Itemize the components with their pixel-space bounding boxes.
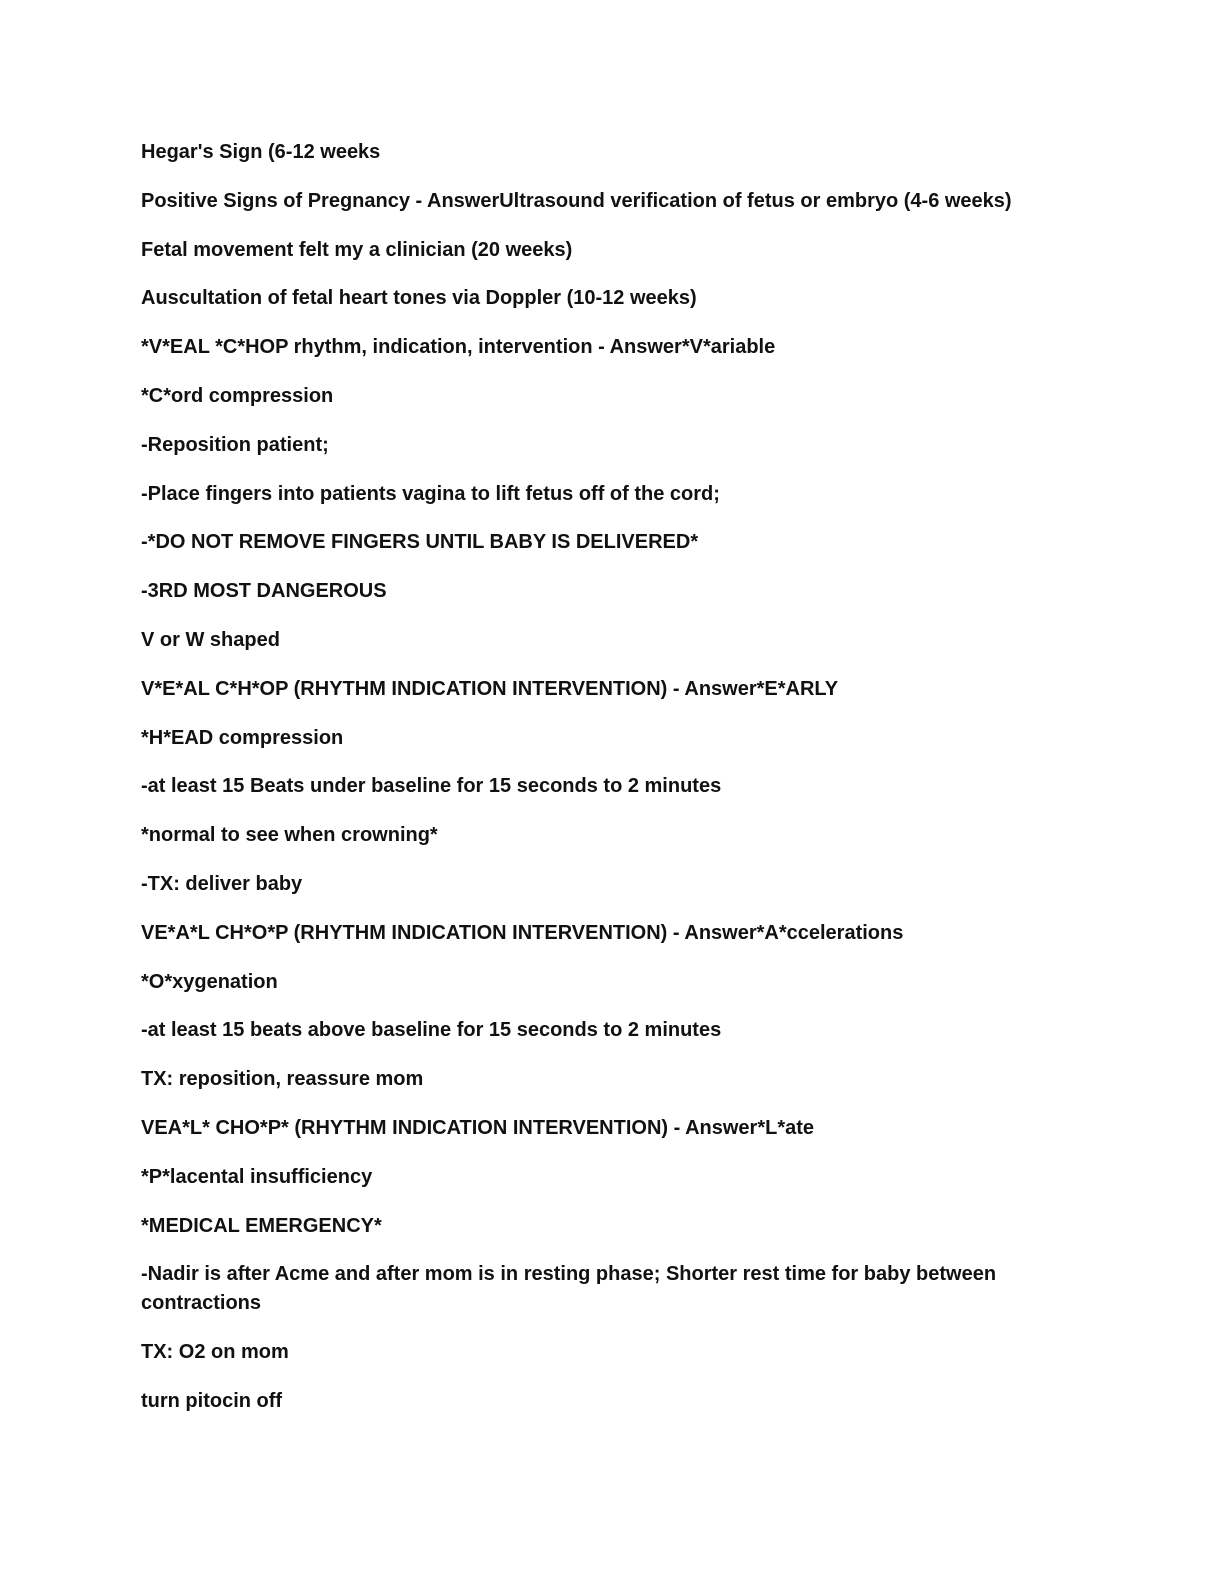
paragraph-normal-crowning: *normal to see when crowning* [141,824,438,847]
paragraph-hegars-sign: Hegar's Sign (6-12 weeks [141,141,381,163]
paragraph-accelerations-heading: VE*A*L CH*O*P (RHYTHM INDICATION INTERVENTION) - Answer*A*ccelerations [141,921,904,944]
paragraph-v-or-w-shaped: V or W shaped [141,628,280,651]
paragraph-late-heading: VEA*L* CHO*P* (RHYTHM INDICATION INTERVENTION) - Answer*L*ate [141,1116,815,1139]
paragraph-head-compression: *H*EAD compression [141,726,344,749]
document-body [141,138,1041,1436]
paragraph-do-not-remove: -*DO NOT REMOVE FINGERS UNTIL BABY IS DELIVERED* [141,531,699,554]
paragraph-cord-compression: *C*ord compression [141,384,334,407]
paragraph-reposition: -Reposition patient; [141,433,329,456]
paragraph-tx-o2: TX: O2 on mom [141,1341,289,1364]
paragraph-place-fingers: -Place fingers into patients vagina to lift fetus off of the cord; [141,482,720,505]
paragraph-15-beats-above: -at least 15 beats above baseline for 15 seconds to 2 minutes [141,1019,722,1042]
paragraph-nadir: -Nadir is after Acme and after mom is in resting phase; Shorter rest time for baby between contractions [141,1263,997,1315]
paragraph-placental-insufficiency: *P*lacental insufficiency [141,1165,373,1188]
paragraph-oxygenation: *O*xygenation [141,970,278,993]
paragraph-positive-signs: Positive Signs of Pregnancy - AnswerUltrasound verification of fetus or embryo (4-6 weeks) [141,189,1012,212]
paragraph-fetal-movement: Fetal movement felt my a clinician (20 weeks) [141,238,573,261]
paragraph-variable-heading: *V*EAL *C*HOP rhythm, indication, intervention - Answer*V*ariable [141,336,776,359]
paragraph-15-beats-under: -at least 15 Beats under baseline for 15 seconds to 2 minutes [141,775,722,798]
paragraph-auscultation: Auscultation of fetal heart tones via Doppler (10-12 weeks) [141,287,697,310]
paragraph-tx-deliver-baby: -TX: deliver baby [141,872,303,895]
paragraph-turn-pitocin-off: turn pitocin off [141,1389,283,1412]
paragraph-3rd-most-dangerous: -3RD MOST DANGEROUS [141,580,387,603]
paragraph-tx-reposition: TX: reposition, reassure mom [141,1068,424,1091]
paragraph-early-heading: V*E*AL C*H*OP (RHYTHM INDICATION INTERVENTION) - Answer*E*ARLY [141,677,839,700]
paragraph-medical-emergency: *MEDICAL EMERGENCY* [141,1214,382,1237]
